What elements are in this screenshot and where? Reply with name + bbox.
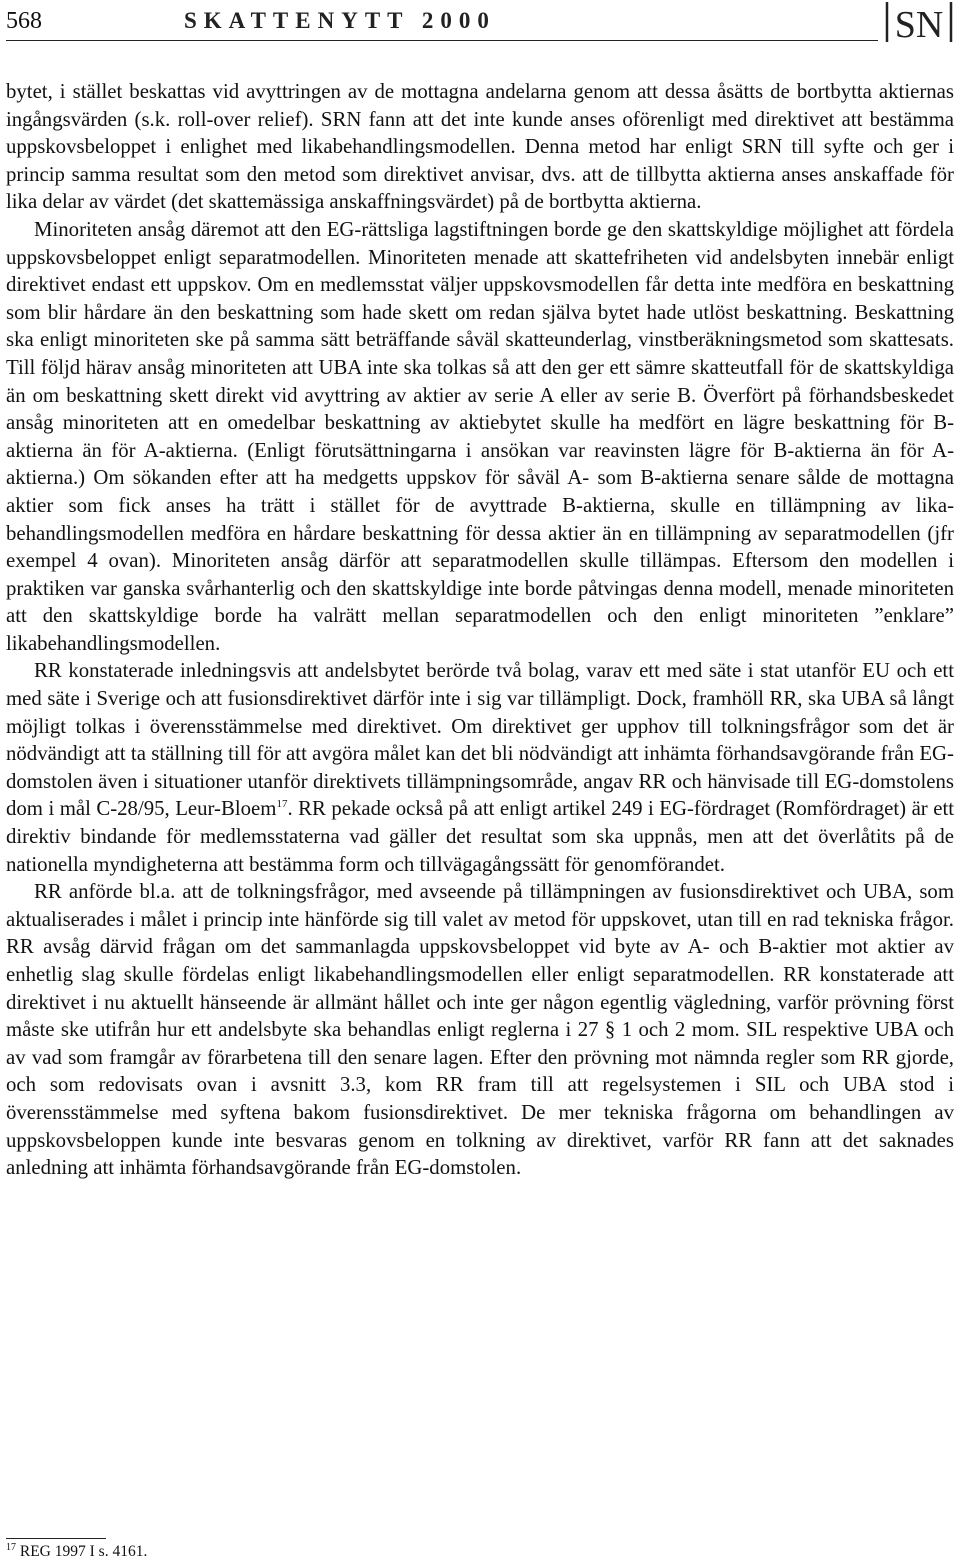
footnote-reference[interactable]: 17 bbox=[276, 798, 288, 811]
footnote-number: 17 bbox=[6, 1541, 16, 1553]
document-page bbox=[6, 0, 954, 1563]
header-rule bbox=[6, 40, 878, 41]
paragraph-3 bbox=[6, 657, 954, 878]
footnote bbox=[6, 1543, 147, 1561]
footnote-rule bbox=[6, 1538, 106, 1539]
paragraph-3-text-before-note: RR konstaterade inledningsvis att andelsbytet berörde två bolag, varav ett med säte i stat utanför EU och ett med säte i Sverige och att fusionsdirektivet därför inte i sig var tillämpligt. Dock, framhöll RR, ska UBA så långt möjligt tolkas i överensstämmelse med direktivet. Om direktivet ger upphov till tolkningsfrågor som det är nödvändigt att ta ställning till för att avgöra målet kan det bli nödvändigt att inhämta förhandsavgörande från EG-domstolen även i situationer utanför direktivets tillämpningsområde, angav RR och hänvisade till EG-domstolens dom i mål C-28/95, Leur-Bloem bbox=[6, 659, 954, 821]
paragraph-4: RR anförde bl.a. att de tolkningsfrågor, med avseende på tillämpningen av fusionsdirektivet och UBA, som aktualiserades i målet i princip inte hänförde sig till valet av metod för uppskovet, utan till en rad tekniska frågor. RR avsåg därvid frågan om det sammanlagda uppskovsbeloppet vid byte av A- och B-aktier mot aktier av enhetlig slag skulle fördelas enligt likabehandlingsmodellen eller enligt separatmodellen. RR konstaterade att direktivet i nu aktuellt hänseende är allmänt hållet och inte ger någon egentlig vägledning, varför prövning först måste ske utifrån hur ett andelsbyte ska behandlas enligt reglerna i 27 § 1 och 2 mom. SIL respektive UBA och av vad som framgår av förarbetena till den senare lagen. Efter den prövning mot nämnda regler som RR gjorde, och som redovisats ovan i avsnitt 3.3, kom RR fram till att regelsystemen i SIL och UBA stod i överensstämmelse med syftena bakom fusionsdirektivet. De mer tekniska frågorna om behandlingen av uppskovsbeloppen kunde inte besvaras genom en tolkning av direktivet, varför RR fann att det saknades anledning att inhämta förhandsavgörande från EG-domstolen. bbox=[6, 880, 954, 1180]
paragraph-3-text-after-note: . RR pekade också på att enligt artikel 249 i EG-fördraget (Romfördraget) är ett direktiv bindande för medlemsstaterna vad gäller det resultat som ska uppnås, men att det överlåtits på de nationella myndigheterna att bestämma form och tillvägagångssätt för genomförandet. bbox=[6, 797, 954, 876]
article-body bbox=[6, 78, 954, 1182]
svg-text:SN: SN bbox=[894, 4, 944, 44]
footnote-text: REG 1997 I s. 4161. bbox=[16, 1543, 148, 1560]
running-head bbox=[6, 0, 954, 44]
paragraph-2: Minoriteten ansåg däremot att den EG-rättsliga lagstiftningen borde ge den skattskyldige möjlighet att fördela uppskovsbeloppet enligt separatmodellen. Minoriteten menade att skattefriheten vid andelsbyten innebär enligt direktivet endast ett uppskov. Om en medlemsstat väljer uppskovsmodellen får detta inte medföra en beskattning som blir hårdare än den beskattning som hade skett om redan själva bytet hade utlöst beskattning. Beskattning ska enligt minoriteten ske på samma sätt beträffande såväl skatteunderlag, vinstberäkningsmetod som skattesats. Till följd härav ansåg minoriteten att UBA inte ska tolkas så att den ger ett sämre skatteutfall för de skattskyldiga än om beskattning skett direkt vid avyttring av aktier av serie A eller av serie B. Överfört på förhandsbeskedet ansåg minoriteten att en omedelbar beskattning av aktiebytet skulle ha medfört en lägre beskattning för B-aktierna än för A-aktierna. (Enligt förutsättningarna i ansökan var reavinsten lägre för B-aktierna än för A-aktierna.) Om sökanden efter att ha medgetts uppskov för såväl A- som B-aktierna senare sålde de mottagna aktier som fick anses ha trätt i stället för de avyttrade B-aktierna, skulle en tillämpning av likabehandlingsmodellen medföra en hårdare beskattning för dessa aktier än en tillämpning av separatmodellen (jfr exempel 4 ovan). Minoriteten ansåg därför att separatmodellen skulle tillämpas. Eftersom den modellen i praktiken var ganska svårhanterlig och den skattskyldige inte borde påtvingas denna modell, menade minoriteten att den skattskyldige borde ha valrätt mellan separatmodellen och den enligt minoriteten ”enklare” likabehandlingsmodellen. bbox=[6, 217, 954, 655]
journal-title: SKATTENYTT 2000 bbox=[184, 8, 496, 33]
page-number: 568 bbox=[6, 8, 42, 34]
journal-logo bbox=[884, 0, 954, 44]
paragraph-1: bytet, i stället beskattas vid avyttringen av de mottagna andelarna genom att dessa åsätts de bortbytta aktiernas ingångsvärden (s.k. roll-over relief). SRN fann att det inte kunde anses oförenligt med direktivet att bestämma uppskovsbeloppet i enlighet med likabehandlingsmodellen. Denna metod har enligt SRN till syfte och ger i princip samma resultat som den metod som direktivet anvisar, dvs. att de tillbytta aktierna anses anskaffade för lika delar av värdet (det skattemässiga anskaffningsvärdet) på de bortbytta aktierna. bbox=[6, 80, 954, 214]
